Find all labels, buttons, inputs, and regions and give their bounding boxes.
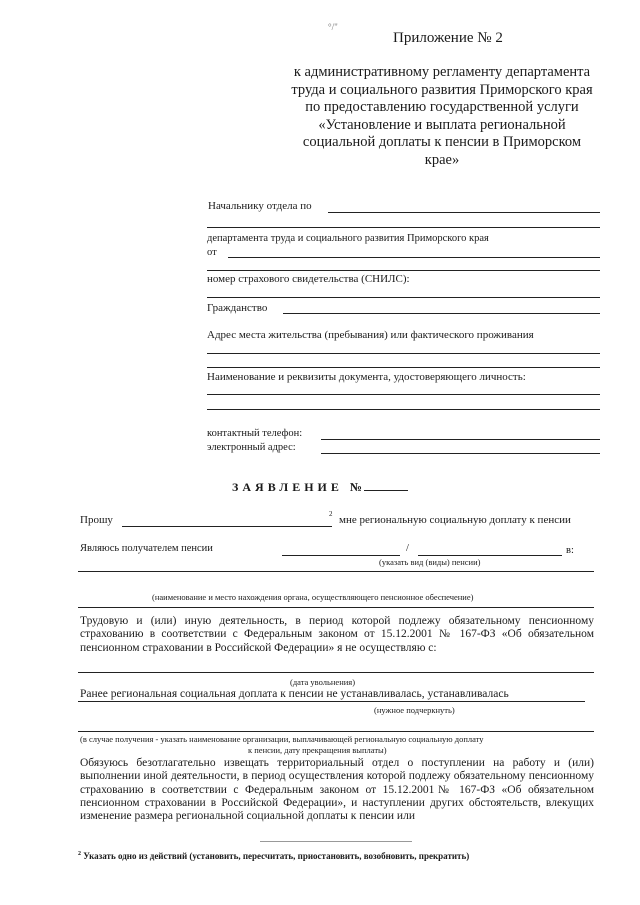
slash: /: [406, 543, 409, 554]
org-hint: (наименование и место нахождения органа, осуществляющего пенсионное обеспечение): [152, 592, 474, 602]
citizenship-field[interactable]: [283, 313, 600, 314]
from-field-2[interactable]: [207, 270, 600, 271]
request-label: Прошу: [80, 514, 113, 526]
head-field-2[interactable]: [207, 227, 600, 228]
footnote-separator: [260, 841, 412, 842]
from-field[interactable]: [228, 257, 600, 258]
head-label: Начальнику отдела по: [208, 200, 312, 212]
footnote-mark: 2: [78, 851, 81, 857]
address-label: Адрес места жительства (пребывания) или фактического проживания: [207, 329, 534, 341]
statement-title: ЗАЯВЛЕНИЕ №: [0, 480, 640, 495]
request-rest: мне региональную социальную доплату к пенсии: [339, 514, 571, 526]
pension-org-field[interactable]: [78, 571, 594, 572]
phone-field[interactable]: [321, 439, 600, 440]
previous-text: Ранее региональная социальная доплата к пенсии не устанавливалась, устанавливалась: [80, 688, 509, 700]
colon-label: в:: [566, 545, 574, 556]
dismissal-hint: (дата увольнения): [290, 677, 356, 687]
email-label: электронный адрес:: [207, 442, 296, 453]
address-field[interactable]: [207, 353, 600, 354]
previous-hint-2: к пенсии, дату прекращения выплаты): [248, 745, 387, 755]
work-text: Трудовую и (или) иную деятельность, в период которой подлежу обязательному пенсионному страхованию в соответствии с Федеральным законом от 15.12.2001 № 167-ФЗ «Об обязательном пенсионном страховании в Российской Федерации» я не осуществляю с:: [80, 615, 594, 654]
recipient-label: Являюсь получателем пенсии: [80, 543, 213, 554]
annex-text: к административному регламенту департамента труда и социального развития Приморского края по предоставлению государственной услуги «Установление и выплата региональной социальной доплаты к пенсии в Приморском крае»: [291, 64, 593, 168]
address-field-2[interactable]: [207, 367, 600, 368]
head-field[interactable]: [328, 212, 600, 213]
snils-field[interactable]: [207, 297, 600, 298]
footnote-text: Указать одно из действий (установить, пересчитать, приостановить, возобновить, прекратить): [83, 851, 470, 861]
pension-type-hint: (указать вид (виды) пенсии): [379, 557, 481, 567]
footnote: [78, 851, 469, 861]
request-action-field[interactable]: [122, 526, 332, 527]
phone-label: контактный телефон:: [207, 428, 303, 439]
id-doc-field[interactable]: [207, 394, 600, 395]
id-doc-label: Наименование и реквизиты документа, удостоверяющего личность:: [207, 371, 526, 383]
pension-type-field-2[interactable]: [418, 555, 562, 556]
org-field-2[interactable]: [78, 607, 594, 608]
previous-hint-1: (в случае получения - указать наименование организации, выплачивающей региональную социальную доплату: [80, 734, 484, 744]
citizenship-label: Гражданство: [207, 302, 268, 314]
department-label: департамента труда и социального развития Приморского края: [207, 233, 489, 244]
annex-title: Приложение № 2: [393, 30, 503, 46]
footnote-ref: 2: [329, 510, 333, 518]
pension-type-field-1[interactable]: [282, 555, 400, 556]
email-field[interactable]: [321, 453, 600, 454]
from-label: от: [207, 247, 217, 258]
obligation-text: Обязуюсь безотлагательно извещать территориальный отдел о поступлении на работу и (или) выполнении иной деятельности, в период осуществления которой подлежу обязательному пенсионному страхованию в соответствии с Федеральным законом от 15.12.2001№ 167-ФЗ «Об обязательном пенсионном страховании в Российской Федерации», и наступлении других обстоятельств, влекущих изменение размера региональной социальной доплаты к пенсии или: [80, 757, 594, 823]
snils-label: номер страхового свидетельства (СНИЛС):: [207, 273, 410, 285]
id-doc-field-2[interactable]: [207, 409, 600, 410]
dismissal-field[interactable]: [78, 672, 594, 673]
underline-hint: (нужное подчеркнуть): [374, 705, 455, 715]
top-mark: °/": [328, 22, 338, 32]
previous-underline: [78, 701, 585, 702]
previous-details-field[interactable]: [78, 731, 594, 732]
